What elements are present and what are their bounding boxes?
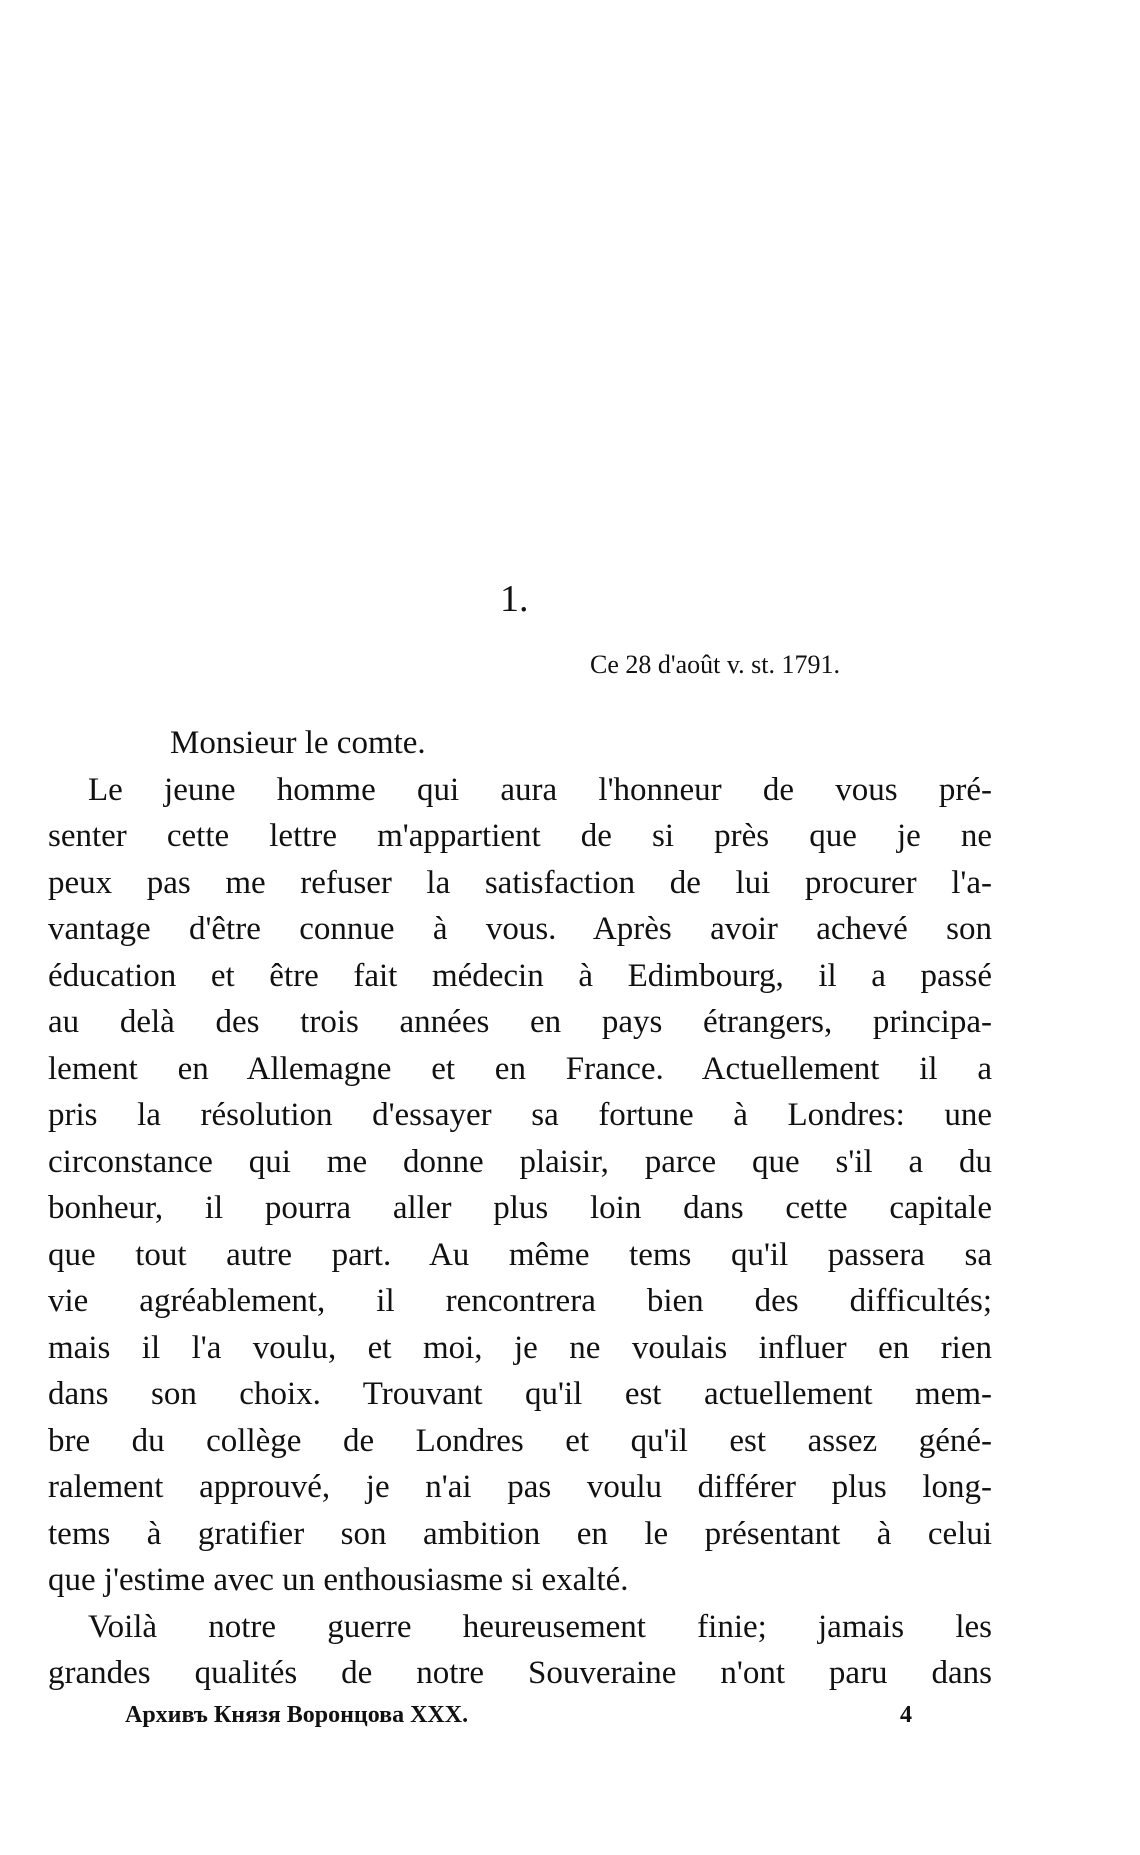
text-line: dans son choix. Trouvant qu'il est actuellement mem- [48, 1376, 992, 1412]
text-line: senter cette lettre m'appartient de si près que je ne [48, 818, 992, 854]
text-line: que j'estime avec un enthousiasme si exalté. [48, 1562, 629, 1598]
text-line: vantage d'être connue à vous. Après avoir achevé son [48, 911, 992, 947]
text-line: grandes qualités de notre Souveraine n'ont paru dans [48, 1655, 992, 1691]
page-footer [125, 1695, 925, 1735]
text-line: que tout autre part. Au même tems qu'il passera sa [48, 1236, 992, 1273]
text-line: tems à gratifier son ambition en le présentant à celui [48, 1515, 992, 1552]
text-line: bonheur, il pourra aller plus loin dans cette capitale [48, 1190, 992, 1226]
text-line: éducation et être fait médecin à Edimbourg, il a passé [48, 957, 992, 994]
text-line: vie agréablement, il rencontrera bien des difficultés; [48, 1283, 992, 1319]
text-line: lement en Allemagne et en France. Actuellement il a [48, 1050, 992, 1087]
footer-title: Архивъ Князя Воронцова XXX. [125, 1702, 469, 1728]
text-line: Voilà notre guerre heureusement finie; jamais les [88, 1608, 992, 1645]
text-line: Le jeune homme qui aura l'honneur de vous pré- [88, 771, 992, 808]
signature-mark: 4 [900, 1702, 912, 1728]
salutation: Monsieur le comte. [170, 725, 426, 761]
text-line: peux pas me refuser la satisfaction de lui procurer l'a- [48, 864, 992, 901]
text-line: ralement approuvé, je n'ai pas voulu différer plus long- [48, 1469, 992, 1505]
letter-body [48, 720, 992, 1697]
text-line: circonstance qui me donne plaisir, parce que s'il a du [48, 1143, 992, 1180]
text-line: pris la résolution d'essayer sa fortune à Londres: une [48, 1097, 992, 1133]
letter-date: Ce 28 d'août v. st. 1791. [590, 650, 840, 679]
text-line: au delà des trois années en pays étrangers, principa- [48, 1004, 992, 1040]
letter-number: 1. [500, 578, 529, 620]
text-line: bre du collège de Londres et qu'il est assez géné- [48, 1422, 992, 1459]
text-line: mais il l'a voulu, et moi, je ne voulais influer en rien [48, 1329, 992, 1366]
